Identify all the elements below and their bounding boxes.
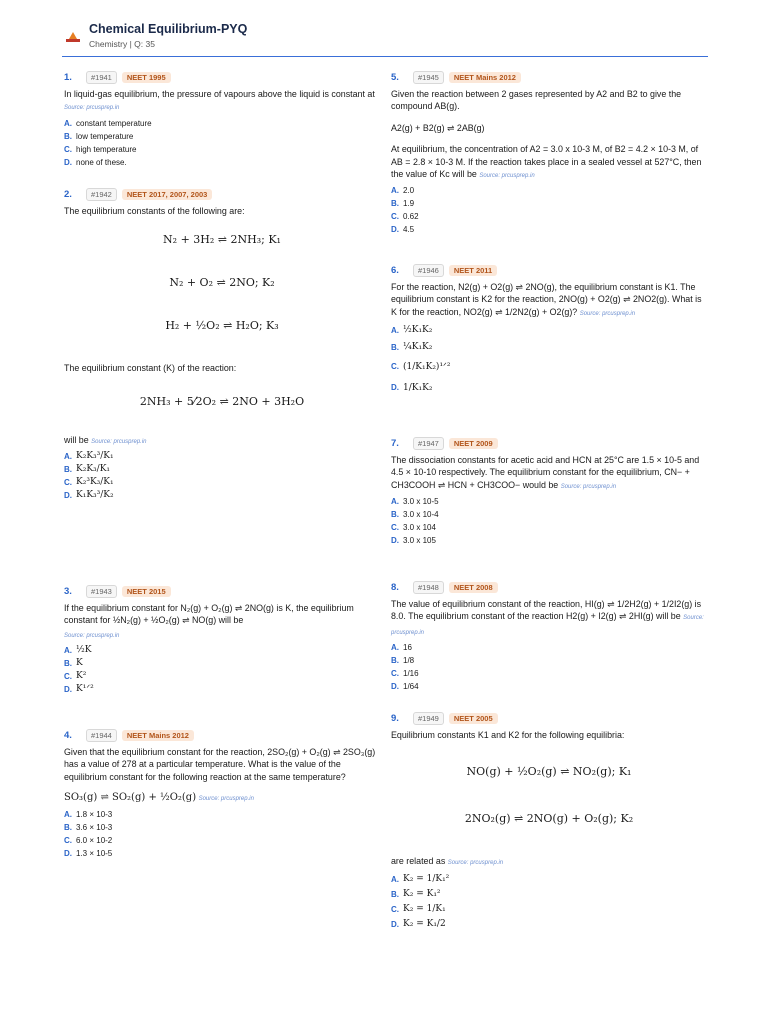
option-text: 3.6 × 10-3 (76, 822, 113, 832)
option-label: D. (64, 491, 72, 501)
question-number: 7. (391, 437, 399, 449)
question-9 (391, 711, 707, 932)
question-7 (391, 436, 707, 547)
equation: 2NO₂(g) ⇌ 2NO(g) + O₂(g); K₂ (464, 812, 634, 826)
option-label: D. (64, 685, 72, 695)
option-text: ½K (76, 645, 92, 656)
option-c[interactable] (391, 902, 707, 917)
option-label: B. (64, 659, 72, 669)
option-label: A. (391, 874, 399, 884)
option-label: C. (391, 904, 399, 914)
question-text: The value of equilibrium constant of the reaction, HI(g) ⇌ 1/2H2(g) + 1/2I2(g) is 8.0. The equilibrium constant of the reaction H2(g) + I2(g) ⇌ 2HI(g) will be (391, 599, 702, 622)
option-text: K₂ = 1/K₁ (403, 903, 446, 914)
option-text: ½K₁K₂ (403, 325, 433, 336)
option-text: K₂³K₃/K₁ (76, 477, 114, 488)
logo-icon (66, 31, 80, 43)
question-id: #1945 (413, 71, 444, 84)
option-text: ¼K₁K₂ (403, 342, 433, 353)
question-text: If the equilibrium constant for N₂(g) + O₂(g) ⇌ 2NO(g) is K, the equilibrium constant for ½N₂(g) + ½O₂(g) ⇌ NO(g) will be (64, 603, 354, 626)
option-label: B. (391, 343, 399, 353)
option-label: B. (391, 199, 399, 209)
question-3 (64, 584, 380, 696)
question-text: The equilibrium constant (K) of the reaction: (64, 363, 237, 374)
option-text: 1.8 × 10-3 (76, 809, 113, 819)
option-c[interactable] (391, 210, 707, 223)
option-text: 1/8 (403, 656, 415, 666)
option-label: C. (391, 362, 399, 372)
option-label: A. (64, 452, 72, 462)
option-text: 4.5 (403, 225, 415, 235)
source-link[interactable]: Source: prcusprep.in (198, 796, 254, 803)
option-text: low temperature (76, 131, 134, 141)
option-label: A. (391, 497, 399, 507)
option-a[interactable] (391, 322, 707, 339)
source-link[interactable]: Source: prcusprep.in (64, 105, 120, 112)
option-label: D. (391, 225, 399, 235)
option-text: 3.0 x 105 (403, 536, 436, 546)
option-text: 6.0 × 10-2 (76, 835, 113, 845)
option-b[interactable] (391, 197, 707, 210)
equation: N₂ + O₂ ⇌ 2NO; K₂ (169, 276, 275, 290)
option-label: C. (64, 144, 72, 154)
option-text: K₂K₃³/K₁ (76, 451, 114, 462)
option-label: C. (64, 835, 72, 845)
question-number: 1. (64, 71, 72, 83)
option-d[interactable] (64, 683, 380, 696)
question-number: 6. (391, 264, 399, 276)
option-label: C. (391, 669, 399, 679)
question-number: 3. (64, 585, 72, 597)
option-b[interactable] (64, 130, 380, 143)
question-text: Equilibrium constants K1 and K2 for the following equilibria: (391, 730, 625, 740)
option-b[interactable] (391, 654, 707, 667)
option-d[interactable] (391, 534, 707, 547)
option-b[interactable] (64, 657, 380, 670)
source-link[interactable]: Source: prcusprep.in (391, 615, 704, 636)
option-d[interactable] (391, 680, 707, 693)
question-5 (391, 70, 707, 236)
question-number: 9. (391, 712, 399, 724)
option-d[interactable] (391, 378, 707, 398)
option-d[interactable] (391, 223, 707, 236)
option-label: D. (391, 919, 399, 929)
option-text: K₂K₃/K₁ (76, 464, 111, 475)
option-text: 3.0 x 10-5 (403, 497, 439, 507)
question-1 (64, 70, 380, 169)
option-label: D. (64, 157, 72, 167)
option-text: K¹ᐟ² (76, 684, 94, 695)
question-id: #1942 (86, 188, 117, 201)
equation: N₂ + 3H₂ ⇌ 2NH₃; K₁ (163, 233, 281, 247)
option-text: 16 (403, 643, 412, 653)
equation: NO(g) + ½O₂(g) ⇌ NO₂(g); K₁ (466, 765, 632, 779)
question-id: #1946 (413, 264, 444, 277)
exam-tag: NEET 2015 (122, 586, 171, 597)
option-a[interactable] (64, 117, 380, 130)
option-d[interactable] (64, 156, 380, 169)
option-label: C. (64, 672, 72, 682)
option-label: B. (391, 656, 399, 666)
source-link[interactable]: Source: prcusprep.in (91, 438, 147, 445)
question-text: are related as (391, 856, 446, 867)
exam-tag: NEET Mains 2012 (449, 72, 521, 83)
question-id: #1947 (413, 437, 444, 450)
exam-tag: NEET 2017, 2007, 2003 (122, 189, 212, 200)
option-d[interactable] (64, 489, 380, 502)
option-b[interactable] (64, 821, 380, 834)
option-label: D. (391, 383, 399, 393)
source-link[interactable]: Source: prcusprep.in (479, 173, 535, 180)
option-label: D. (391, 682, 399, 692)
exam-tag: NEET 1995 (122, 72, 171, 83)
option-label: D. (391, 536, 399, 546)
option-text: 0.62 (403, 212, 419, 222)
option-c[interactable] (64, 476, 380, 489)
option-label: D. (64, 848, 72, 858)
option-text: none of these. (76, 157, 127, 167)
question-4 (64, 728, 380, 860)
exam-tag: NEET 2005 (449, 713, 498, 724)
option-text: 1/K₁K₂ (403, 383, 433, 394)
option-label: A. (391, 643, 399, 653)
option-text: K₁K₃³/K₂ (76, 490, 114, 501)
page-subtitle: Chemistry | Q: 35 (89, 39, 155, 49)
question-number: 4. (64, 729, 72, 741)
source-link[interactable]: Source: prcusprep.in (579, 310, 636, 317)
option-text: 1/16 (403, 669, 419, 679)
option-c[interactable] (391, 667, 707, 680)
option-c[interactable] (64, 834, 380, 847)
option-text: 1/64 (403, 682, 419, 692)
option-a[interactable] (391, 872, 707, 887)
option-text: K (76, 658, 83, 669)
source-link[interactable]: Source: prcusprep.in (447, 860, 504, 867)
option-label: B. (64, 465, 72, 475)
option-label: B. (391, 510, 399, 520)
question-number: 8. (391, 581, 399, 593)
option-c[interactable] (64, 143, 380, 156)
option-b[interactable] (391, 887, 707, 902)
option-text: K² (76, 671, 87, 682)
source-link[interactable]: Source: prcusprep.in (560, 483, 617, 490)
option-a[interactable] (64, 450, 380, 463)
option-b[interactable] (391, 339, 707, 356)
page-header (62, 22, 708, 57)
question-text: Given the reaction between 2 gases represented by A2 and B2 to give the compound AB(g). (391, 89, 682, 112)
option-text: high temperature (76, 144, 137, 154)
question-id: #1949 (413, 712, 444, 725)
option-text: K₂ = K₁/2 (403, 918, 446, 929)
option-c[interactable] (391, 356, 707, 378)
option-text: 2.0 (403, 186, 415, 196)
option-c[interactable] (391, 521, 707, 534)
equation: H₂ + ½O₂ ⇌ H₂O; K₃ (165, 319, 279, 333)
option-c[interactable] (64, 670, 380, 683)
option-a[interactable] (64, 644, 380, 657)
option-label: A. (64, 809, 72, 819)
option-a[interactable] (391, 184, 707, 197)
exam-tag: NEET Mains 2012 (122, 730, 194, 741)
question-2 (64, 187, 380, 502)
option-b[interactable] (391, 508, 707, 521)
question-8 (391, 580, 707, 693)
question-text: In liquid-gas equilibrium, the pressure of vapours above the liquid is constant at (64, 89, 375, 99)
option-a[interactable] (64, 808, 380, 821)
page-title: Chemical Equilibrium-PYQ (89, 22, 248, 36)
option-a[interactable] (391, 495, 707, 508)
option-label: A. (64, 646, 72, 656)
option-text: 3.0 x 104 (403, 523, 436, 533)
question-text: At equilibrium, the concentration of A2 = 3.0 x 10-3 M, of B2 = 4.2 × 10-3 M, of AB = 2.8 × 10-3 M. If the reaction takes place in a sealed vessel at 527°C, then the value of Kc will be (391, 144, 702, 180)
question-id: #1943 (86, 585, 117, 598)
question-id: #1941 (86, 71, 117, 84)
question-number: 2. (64, 188, 72, 200)
option-text: (1/K₁K₂)¹ᐟ² (403, 362, 451, 373)
question-text: For the reaction, N2(g) + O2(g) ⇌ 2NO(g), the equilibrium constant is K1. The equilibrium constant is K2 for the reaction, 2NO(g) + O2(g) ⇌ 2NO2(g). What is K for the reaction, NO2(g) ⇌ 1/2N2(g) + O2(g)? (391, 282, 702, 317)
option-label: A. (64, 118, 72, 128)
option-label: C. (391, 523, 399, 533)
option-text: constant temperature (76, 118, 152, 128)
option-b[interactable] (64, 463, 380, 476)
exam-tag: NEET 2011 (449, 265, 497, 276)
exam-tag: NEET 2008 (449, 582, 498, 593)
option-text: 1.9 (403, 199, 415, 209)
option-label: B. (391, 889, 399, 899)
question-id: #1944 (86, 729, 117, 742)
option-label: B. (64, 131, 72, 141)
question-text: The dissociation constants for acetic acid and HCN at 25°C are 1.5 × 10-5 and 4.5 × 10-10 respectively. The equilibrium constant for the equilibrium, CN− + CH3COOH ⇌ HCN + CH3COO− would be (391, 455, 700, 490)
exam-tag: NEET 2009 (449, 438, 498, 449)
equation: 2NH₃ + 5⁄2O₂ ⇌ 2NO + 3H₂O (139, 394, 305, 408)
option-label: A. (391, 326, 399, 336)
question-text: Given that the equilibrium constant for the reaction, 2SO₂(g) + O₂(g) ⇌ 2SO₃(g) has a value of 278 at a particular temperature. What is the value of the equilibrium constant for the following reaction at the same temperature? (64, 747, 376, 782)
option-text: K₂ = K₁² (403, 888, 441, 899)
option-text: 3.0 x 10-4 (403, 510, 439, 520)
equation: SO₃(g) ⇌ SO₂(g) + ½O₂(g) (64, 792, 197, 804)
equation: A2(g) + B2(g) ⇌ 2AB(g) (391, 122, 485, 133)
option-d[interactable] (391, 917, 707, 932)
question-6 (391, 263, 707, 398)
question-text: The equilibrium constants of the following are: (64, 206, 245, 216)
option-d[interactable] (64, 847, 380, 860)
option-a[interactable] (391, 641, 707, 654)
option-text: K₂ = 1/K₁² (403, 873, 450, 884)
option-label: C. (64, 478, 72, 488)
option-text: 1.3 × 10-5 (76, 848, 113, 858)
option-label: A. (391, 186, 399, 196)
question-id: #1948 (413, 581, 444, 594)
source-link[interactable]: Source: prcusprep.in (64, 632, 120, 639)
option-label: B. (64, 822, 72, 832)
question-number: 5. (391, 71, 399, 83)
option-label: C. (391, 212, 399, 222)
question-text: will be (64, 434, 89, 445)
